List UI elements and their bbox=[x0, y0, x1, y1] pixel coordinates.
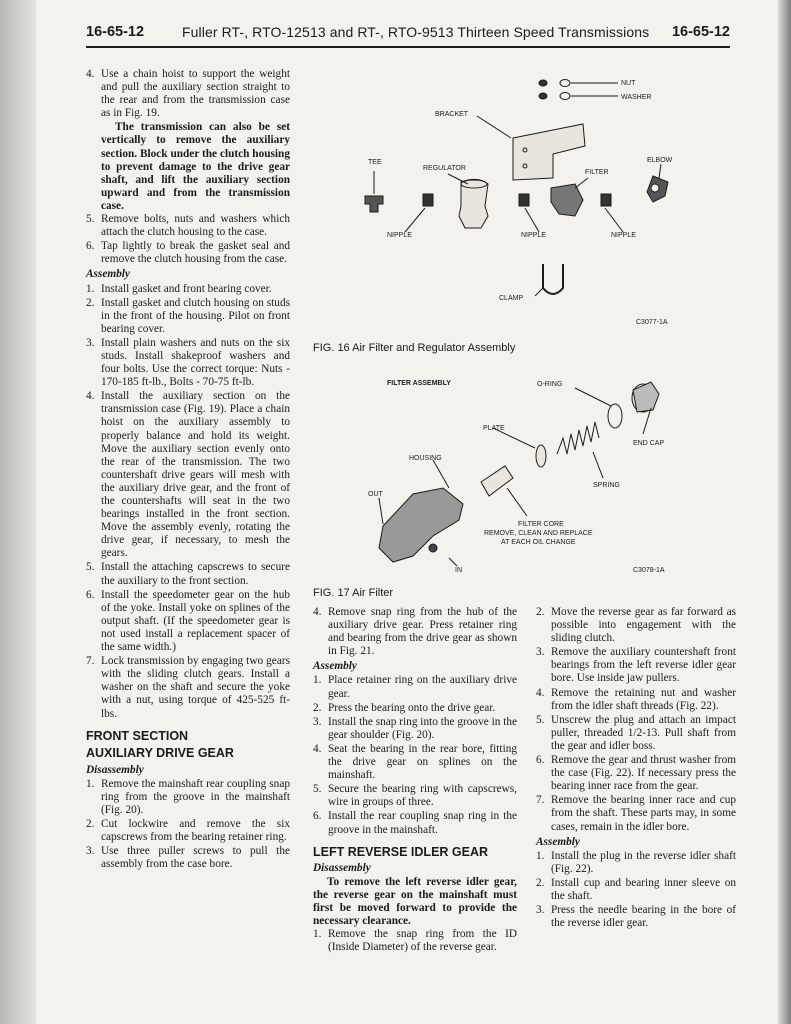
list-number: 3. bbox=[536, 904, 545, 917]
list-number: 2. bbox=[86, 817, 95, 830]
label-elbow: ELBOW bbox=[647, 157, 673, 164]
figure-code: C3077-1A bbox=[636, 319, 668, 326]
list-text: Seat the bearing in the rear bore, fitting the drive gear on splines on the mainshaft. bbox=[328, 742, 517, 782]
list-text: Remove the snap ring from the ID (Inside Diameter) of the reverse gear. bbox=[328, 928, 517, 954]
nut-shape bbox=[539, 80, 547, 86]
list-item bbox=[313, 928, 517, 954]
list-item bbox=[86, 213, 290, 239]
label-washer: WASHER bbox=[621, 94, 652, 101]
label-nipple-1: NIPPLE bbox=[387, 232, 412, 239]
list-number: 5. bbox=[86, 213, 95, 226]
list-number: 1. bbox=[313, 674, 322, 687]
label-out: OUT bbox=[368, 491, 383, 498]
list-text: Install gasket and front bearing cover. bbox=[101, 282, 272, 295]
list-text: Secure the bearing ring with capscrews, wire in groups of three. bbox=[328, 783, 517, 809]
list-item bbox=[313, 783, 517, 809]
list-text: Lock transmission by engaging two gears with the sliding clutch gears. Install a washer on the shaft and secure the yoke with a nut, using torque of 425-525 ft-lbs. bbox=[101, 655, 290, 720]
section-heading-front: FRONT SECTION bbox=[86, 728, 189, 743]
list-item bbox=[86, 655, 290, 720]
label-o-ring: O-RING bbox=[537, 381, 563, 388]
list-number: 1. bbox=[536, 849, 545, 862]
nipple-shape bbox=[519, 194, 529, 206]
list-item bbox=[536, 714, 736, 753]
list-number: 3. bbox=[313, 715, 322, 728]
o-ring-shape bbox=[608, 404, 622, 428]
page-right-edge bbox=[778, 0, 791, 1024]
list-text: Use a chain hoist to support the weight and pull the auxiliary section straight to the rear and from the transmission case as in Fig. 19. bbox=[101, 68, 290, 120]
list-number: 1. bbox=[313, 928, 322, 941]
list-item bbox=[86, 778, 290, 817]
list-number: 3. bbox=[536, 646, 545, 659]
list-item bbox=[86, 818, 290, 844]
air-filter-regulator-diagram bbox=[313, 66, 743, 366]
spring-shape bbox=[557, 422, 599, 454]
list-text: Remove the mainshaft rear coupling snap ring from the groove in the mainshaft (Fig. 20). bbox=[101, 777, 290, 816]
list-item bbox=[536, 904, 736, 930]
list-text: Press the needle bearing in the bore of the reverse idler gear. bbox=[551, 904, 736, 930]
list-number: 1. bbox=[86, 282, 95, 295]
filter-core-shape bbox=[481, 466, 513, 496]
list-text: Install the rear coupling snap ring in the groove in the mainshaft. bbox=[328, 810, 517, 836]
label-in: IN bbox=[455, 567, 462, 574]
list-number: 2. bbox=[313, 701, 322, 714]
list-item bbox=[86, 68, 290, 120]
list-number: 2. bbox=[536, 876, 545, 889]
header-title: Fuller RT-, RTO-12513 and RT-, RTO-9513 Thirteen Speed Transmissions bbox=[182, 24, 650, 40]
page-left-shadow bbox=[0, 0, 36, 1024]
page-header bbox=[86, 24, 730, 48]
label-filter: FILTER bbox=[585, 169, 609, 176]
list-item bbox=[536, 606, 736, 645]
list-item bbox=[86, 845, 290, 871]
assembly-heading: Assembly bbox=[86, 268, 130, 281]
plate-shape bbox=[536, 445, 546, 467]
list-text: Unscrew the plug and attach an impact puller, threaded 1/2-13. Pull shaft from the gear and idler boss. bbox=[551, 713, 736, 752]
filter-shape bbox=[551, 184, 583, 216]
label-regulator: REGULATOR bbox=[423, 165, 466, 172]
warning-paragraph: The transmission can also be set vertically to remove the auxiliary section. Block under the clutch housing to prevent damage to the drive gear shaft, and lift the auxiliary section upward and from the transmission case. bbox=[101, 121, 290, 212]
section-heading-left-reverse-idler-gear: LEFT REVERSE IDLER GEAR bbox=[313, 844, 489, 859]
page-number-right: 16-65-12 bbox=[671, 24, 730, 40]
list-text: Install the plug in the reverse idler shaft (Fig. 22). bbox=[551, 849, 736, 875]
section-heading-aux-drive-gear: AUXILIARY DRIVE GEAR bbox=[86, 745, 234, 760]
list-item bbox=[86, 561, 290, 587]
list-item bbox=[536, 794, 736, 833]
list-number: 4. bbox=[313, 742, 322, 755]
list-text: Install the attaching capscrews to secure the auxiliary to the front section. bbox=[101, 561, 290, 587]
tee-shape bbox=[365, 196, 383, 212]
list-number: 5. bbox=[86, 561, 95, 574]
label-end-cap: END CAP bbox=[633, 440, 665, 447]
disassembly-heading: Disassembly bbox=[86, 763, 144, 776]
list-number: 3. bbox=[86, 845, 95, 858]
washer-shape bbox=[560, 80, 570, 87]
list-item bbox=[86, 283, 290, 296]
list-item bbox=[313, 743, 517, 782]
column-1 bbox=[86, 68, 290, 872]
page-number-left: 16-65-12 bbox=[86, 24, 145, 40]
assembly-heading: Assembly bbox=[313, 660, 357, 673]
disassembly-heading: Disassembly bbox=[313, 861, 371, 874]
list-item bbox=[536, 754, 736, 793]
list-text: Cut lockwire and remove the six capscrews from the bearing retainer ring. bbox=[101, 817, 290, 844]
list-number: 3. bbox=[86, 336, 95, 349]
list-item bbox=[313, 702, 517, 715]
list-number: 1. bbox=[86, 777, 95, 790]
list-item bbox=[536, 646, 736, 685]
list-item bbox=[313, 606, 517, 658]
list-number: 4. bbox=[536, 686, 545, 699]
list-item bbox=[536, 850, 736, 876]
list-item bbox=[536, 877, 736, 903]
list-item bbox=[86, 240, 290, 266]
list-text: Remove bolts, nuts and washers which attach the clutch housing to the case. bbox=[101, 213, 290, 239]
figure-16-caption: FIG. 16 Air Filter and Regulator Assembly bbox=[313, 342, 516, 354]
header-rule bbox=[86, 46, 730, 48]
air-filter-diagram bbox=[313, 370, 743, 585]
list-item bbox=[536, 687, 736, 713]
list-number: 5. bbox=[536, 713, 545, 726]
list-number: 6. bbox=[536, 754, 545, 767]
label-clamp: CLAMP bbox=[499, 295, 524, 302]
list-number: 4. bbox=[86, 68, 95, 80]
assembly-heading: Assembly bbox=[536, 835, 580, 848]
list-text: Remove the retaining nut and washer from the idler shaft threads (Fig. 22). bbox=[551, 686, 736, 712]
list-item bbox=[313, 674, 517, 700]
figure-17-caption: FIG. 17 Air Filter bbox=[313, 587, 394, 599]
list-text: Install plain washers and nuts on the six studs. Install shakeproof washers and four bolts. Use the correct torque: Nuts - 170-185 ft-lb., Bolts - 70-75 ft-lb. bbox=[101, 336, 290, 389]
list-text: Remove the auxiliary countershaft front bearings from the left reverse idler gear bore. Use inside jaw pullers. bbox=[551, 646, 736, 685]
figure-16 bbox=[313, 66, 743, 366]
list-number: 6. bbox=[313, 810, 322, 823]
list-number: 7. bbox=[536, 794, 545, 807]
list-text: Remove the bearing inner race and cup from the shaft. These parts may, in some cases, remain in the idler bore. bbox=[551, 794, 736, 833]
label-plate: PLATE bbox=[483, 425, 505, 432]
label-filter-assembly: FILTER ASSEMBLY bbox=[387, 380, 451, 387]
housing-shape bbox=[379, 488, 463, 562]
list-item bbox=[86, 337, 290, 389]
figure-code: C3078-1A bbox=[633, 567, 665, 574]
list-number: 4. bbox=[86, 390, 95, 403]
label-bracket: BRACKET bbox=[435, 111, 469, 118]
label-tee: TEE bbox=[368, 159, 382, 166]
list-text: Install the snap ring into the groove in the gear shoulder (Fig. 20). bbox=[328, 715, 517, 741]
list-number: 5. bbox=[313, 783, 322, 796]
list-item bbox=[86, 589, 290, 654]
figure-17 bbox=[313, 370, 743, 600]
list-text: Place retainer ring on the auxiliary drive gear. bbox=[328, 674, 517, 700]
label-nut: NUT bbox=[621, 80, 636, 87]
list-item bbox=[313, 810, 517, 836]
label-filter-core: FILTER CORE bbox=[518, 521, 564, 528]
list-text: Remove snap ring from the hub of the auxiliary drive gear. Press retainer ring and bearing from the drive gear as shown in Fig. 21. bbox=[328, 606, 517, 658]
label-filter-core-note-1: REMOVE, CLEAN AND REPLACE bbox=[484, 530, 593, 537]
column-3 bbox=[536, 606, 736, 931]
list-number: 7. bbox=[86, 655, 95, 668]
label-nipple-3: NIPPLE bbox=[611, 232, 636, 239]
label-housing: HOUSING bbox=[409, 455, 442, 462]
list-number: 2. bbox=[536, 606, 545, 618]
list-item bbox=[86, 297, 290, 336]
list-text: Remove the gear and thrust washer from the case (Fig. 22). If necessary press the bearing inner race from the gear. bbox=[551, 754, 736, 793]
label-spring: SPRING bbox=[593, 482, 620, 489]
clamp-shape bbox=[543, 264, 563, 294]
list-text: Install cup and bearing inner sleeve on the shaft. bbox=[551, 876, 736, 902]
list-number: 6. bbox=[86, 240, 95, 253]
list-number: 6. bbox=[86, 588, 95, 601]
list-item bbox=[313, 716, 517, 742]
list-text: Tap lightly to break the gasket seal and remove the clutch housing from the case. bbox=[101, 240, 290, 266]
bold-paragraph: To remove the left reverse idler gear, the reverse gear on the mainshaft must first be moved forward to provide the necessary clearance. bbox=[313, 875, 517, 927]
list-text: Press the bearing onto the drive gear. bbox=[328, 701, 496, 714]
list-text: Move the reverse gear as far forward as possible into engagement with the sliding clutch. bbox=[551, 606, 736, 645]
list-text: Install the speedometer gear on the hub of the yoke. Install yoke on splines of the output shaft. (If the speedometer gear is not used install a replacement spacer of the same width.) bbox=[101, 588, 290, 654]
list-text: Install the auxiliary section on the transmission case (Fig. 19). Place a chain hoist on the auxiliary assembly to properly balance and hold its weight. Move the auxiliary section evenly onto the rear of the transmission. The two countershaft drive gears will mesh with the auxiliary drive gear, and the front of the countershafts will seat in the two bearings installed in the front section. Move the assembly evenly, rotating the drive gear, if necessary, to mesh the gears. bbox=[101, 390, 290, 560]
list-item bbox=[86, 390, 290, 560]
column-2 bbox=[313, 606, 517, 955]
label-filter-core-note-2: AT EACH OIL CHANGE bbox=[501, 539, 576, 546]
list-text: Use three puller screws to pull the assembly from the case bore. bbox=[101, 845, 290, 871]
label-nipple-2: NIPPLE bbox=[521, 232, 546, 239]
list-number: 2. bbox=[86, 296, 95, 309]
list-number: 4. bbox=[313, 606, 322, 618]
list-text: Install gasket and clutch housing on studs in the front of the housing. Pilot on front bearing cover. bbox=[101, 296, 290, 335]
